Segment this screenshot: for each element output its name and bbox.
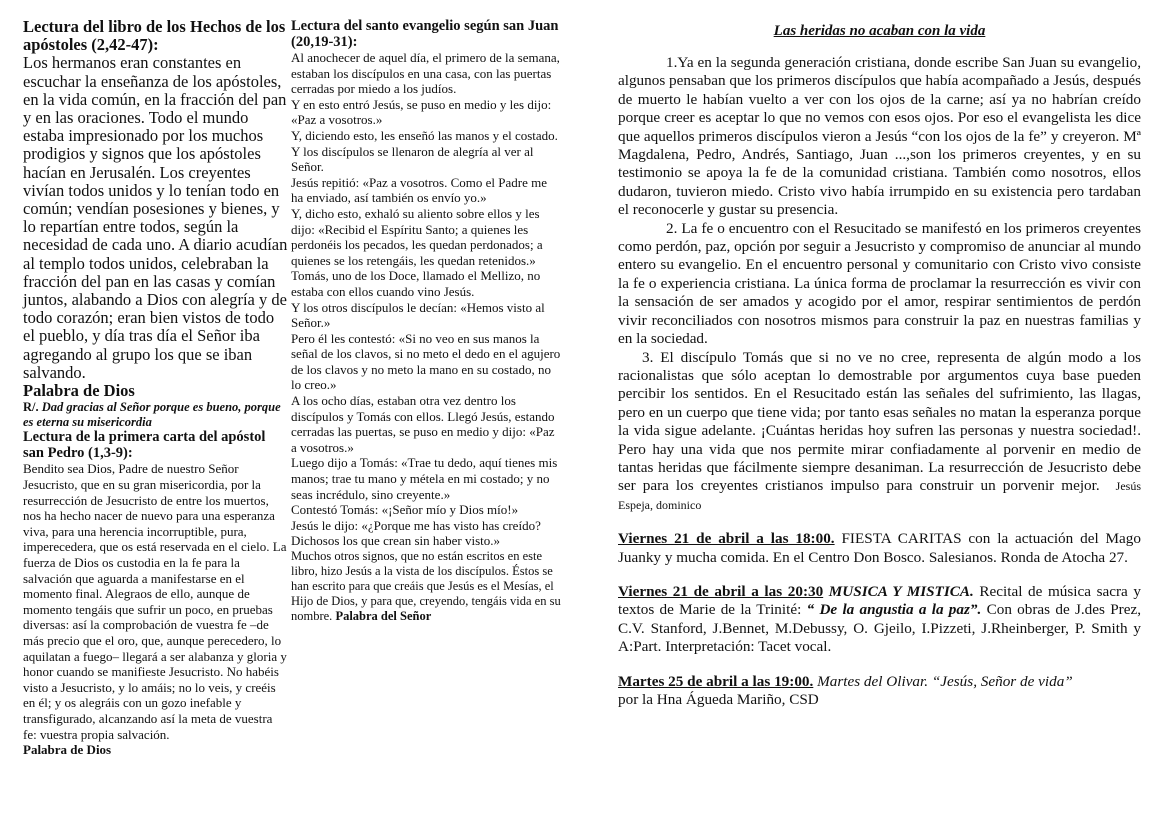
event-martes-olivar bbox=[618, 673, 1141, 710]
psalm-prefix: R/. bbox=[23, 400, 42, 415]
event-martes-text: por la Hna Águeda Mariño, CSD bbox=[618, 691, 819, 708]
gospel-paragraph: Contestó Tomás: «¡Señor mío y Dios mío!» bbox=[291, 502, 519, 518]
event-musica-text-a: Recital de música sacra y textos de Marie de la Trinité: bbox=[618, 582, 1141, 619]
reflection-paragraph-3 bbox=[618, 349, 1141, 515]
palabra-de-dios-1: Palabra de Dios bbox=[23, 381, 135, 401]
gospel-paragraph: Jesús le dijo: «¿Porque me has visto has creído? Dichosos los que crean sin haber visto.» bbox=[291, 517, 541, 549]
gospel-paragraph: Y, dicho esto, exhaló su aliento sobre ellos y les dijo: «Recibid el Espíritu Santo; a quienes les perdonéis los pecados, les quedan perdonados; a quienes se los retengáis, les quedan retenidos.» bbox=[291, 205, 543, 268]
first-reading-text: Los hermanos eran constantes en escuchar la enseñanza de los apóstoles, en la vida común, en la fracción del pan y en las oraciones. Todo el mundo estaba impresionado por los muchos prodigios y signos que los apóstoles hacían en Jerusalén. Los creyentes vivían todos unidos y lo tenían todo en común; vendían posesiones y bienes, y lo repartían entre todos, según la necesidad de cada uno. A diario acudían al templo todos unidos, celebraban la fracción del pan en las casas y comían juntos, alabando a Dios con alegría y de todo corazón; eran bien vistos de todo el pueblo, y día tras día el Señor iba agregando al grupo los que se iban salvando. bbox=[23, 53, 288, 382]
event-musica-text-b: Con obras de J.des Prez, C.V. Stanford, J.Bennet, M.Debussy, O. Gjeilo, I.Pizzeti, J.Rheinberger, P. Smith y A:Part. Interpretación: Tacet vocal. bbox=[618, 601, 1141, 656]
psalm-response bbox=[23, 400, 288, 429]
readings-column-1 bbox=[23, 18, 288, 758]
gospel-paragraph-last bbox=[291, 549, 561, 624]
reflection-column bbox=[618, 18, 1141, 709]
gospel-column bbox=[291, 18, 561, 624]
palabra-del-senor: Palabra del Señor bbox=[335, 609, 432, 623]
gospel-paragraph: Y, diciendo esto, les enseñó las manos y el costado. Y los discípulos se llenaron de alegría al ver al Señor. bbox=[291, 127, 558, 175]
author-signature: Jesús Espeja, dominico bbox=[618, 479, 1141, 512]
gospel-paragraph: Luego dijo a Tomás: «Trae tu dedo, aquí tienes mis manos; trae tu mano y métela en mi costado; y no seas incrédulo, sino creyente.» bbox=[291, 455, 558, 502]
event-caritas-text: FIESTA CARITAS con la actuación del Mago Juanky y mucha comida. En el Centro Don Bosco. Salesianos. Ronda de Atocha 27. bbox=[618, 530, 1141, 566]
gospel-title: Lectura del santo evangelio según san Juan (20,19-31): bbox=[291, 18, 559, 50]
gospel-paragraph: Jesús repitió: «Paz a vosotros. Como el Padre me ha enviado, así también os envío yo.» bbox=[291, 174, 547, 206]
gospel-paragraph: Tomás, uno de los Doce, llamado el Mellizo, no estaba con ellos cuando vino Jesús. bbox=[291, 268, 541, 299]
gospel-paragraph: Y en esto entró Jesús, se puso en medio y les dijo: «Paz a vosotros.» bbox=[291, 96, 552, 128]
first-reading-title: Lectura del libro de los Hechos de los apóstoles (2,42-47): bbox=[23, 17, 286, 55]
psalm-text: Dad gracias al Señor porque es bueno, porque es eterna su misericordia bbox=[23, 400, 281, 429]
reflection-paragraph-1: 1.Ya en la segunda generación cristiana, donde escribe San Juan su evangelio, algunos pensaban que los primeros discípulos que había acompañado a Jesús, después de muerto le habían vuelto a ver con los ojos de la carne; así ya no habrían creído porque creer es aceptar lo que no vemos con esos ojos. Por eso el evangelista les dice que aquellos primeros discípulos vieron a Jesús “con los ojos de la fe” y creyeron. Mª Magdalena, Pedro, Andrés, Santiago, Juan ...,son los primeros creyentes, y en su testimonio se apoya la fe de la comunidad cristiana. También como nosotros, ellos dudaron, tuvieron miedo. Cristo vivo había irrumpido en su existencia pero tardaban el reconocerle y gustar su presencia. bbox=[618, 54, 1142, 219]
second-reading-text: Bendito sea Dios, Padre de nuestro Señor Jesucristo, que en su gran misericordia, por la resurrección de Jesucristo de entre los muertos, nos ha hecho nacer de nuevo para una esperanza viva, para una herencia incorruptible, pura, imperecedera, que os está reservada en el cielo. La fuerza de Dios os custodia en la fe para la salvación que aguarda a manifestarse en el momento final. Alegraos de ello, aunque de momento tengáis que sufrir un poco, en pruebas diversas: así la comprobación de vuestra fe –de más precio que el oro, que, aunque perecedero, lo aquilatan a fuego– llegará a ser alabanza y gloria y honor cuando se manifieste Jesucristo. No habéis visto a Jesucristo, y lo amáis; no lo veis, y creéis en él; y os alegráis con un gozo inefable y transfigurado, alcanzando así la meta de vuestra fe: vuestra propia salvación. bbox=[23, 461, 287, 742]
event-musica-title: MUSICA Y MISTICA. bbox=[823, 582, 974, 600]
event-caritas bbox=[618, 530, 1141, 567]
gospel-closing-text: Muchos otros signos, que no están escritos en este libro, hizo Jesús a la vista de los discípulos. Éstos se han escrito para que creáis que Jesús es el Mesías, el Hijo de Dios, y para que, creyendo, tengáis vida en su nombre. bbox=[291, 549, 561, 623]
event-martes-date: Martes 25 de abril a las 19:00. bbox=[618, 672, 814, 690]
gospel-paragraph: Y los otros discípulos le decían: «Hemos visto al Señor.» bbox=[291, 299, 545, 331]
reflection-title: Las heridas no acaban con la vida bbox=[773, 23, 986, 39]
reflection-paragraph-3-text: 3. El discípulo Tomás que si no ve no cree, representa de algún modo a los racionalistas que sólo aceptan lo demostrable por argumentos cuya base pueden percibir los sentidos. En el Resucitado están las señales del sufrimiento, las llagas, pero en un cuerpo que tiene vida; por tanto esas señales no matan la esperanza porque la vida sigue adelante. ¡Cuántas heridas hoy sufren las personas y nuestra sociedad!. Pero hay una vida que nos permite mirar confiadamente al porvenir en medio de tantas heridas que fácilmente siempre desaniman. La resurrección de Jesucristo debe ser para los creyentes cristianos impulso para construir un porvenir mejor. bbox=[618, 348, 1141, 495]
palabra-de-dios-2: Palabra de Dios bbox=[23, 742, 112, 758]
event-musica-mistica bbox=[618, 583, 1141, 657]
gospel-paragraph: A los ocho días, estaban otra vez dentro los discípulos y Tomás con ellos. Llegó Jesús, estando cerradas las puertas, se puso en medio y dijo: «Paz a vosotros.» bbox=[291, 393, 555, 455]
gospel-paragraph: Al anochecer de aquel día, el primero de la semana, estaban los discípulos en una casa, con las puertas cerradas por miedo a los judíos. bbox=[291, 50, 560, 97]
event-caritas-date: Viernes 21 de abril a las 18:00. bbox=[618, 530, 835, 548]
gospel-paragraph: Pero él les contestó: «Si no veo en sus manos la señal de los clavos, si no meto el dedo en el agujero de los clavos y no meto la mano en su costado, no lo creo.» bbox=[291, 330, 561, 393]
second-reading-title: Lectura de la primera carta del apóstol san Pedro (1,3-9): bbox=[23, 429, 266, 462]
event-musica-quote: “ De la angustia a la paz”. bbox=[806, 601, 982, 619]
reflection-paragraph-2: 2. La fe o encuentro con el Resucitado se manifestó en los primeros creyentes como perdón, paz, opción por seguir a Jesucristo y compromiso de anunciar al mundo entero su evangelio. En el encuentro personal y comunitario con Cristo vivo consiste la fe o experiencia cristiana. La única forma de proclamar la resurrección es vivir con la sensación de ser amados y acogido por el amor, respirar sentimientos de perdón vivir reconciliados con nosotros mismos para construir la paz en nuestras familias y en la sociedad. bbox=[618, 219, 1141, 348]
event-martes-title: Martes del Olivar. “Jesús, Señor de vida” bbox=[813, 672, 1073, 690]
event-musica-date: Viernes 21 de abril a las 20:30 bbox=[618, 582, 824, 600]
